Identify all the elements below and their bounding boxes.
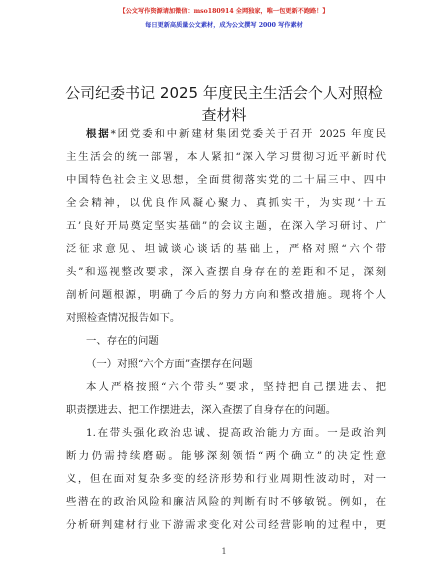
paragraph-line-1 [86,127,386,141]
document-title-line-1: 公司纪委书记 2025 年度民主生活会个人对照检 [65,84,383,102]
subsection-heading: （一）对照“六个方面”查摆存在问题 [86,358,253,370]
paragraph-line-3: 中国特色社会主义思想，全面贯彻落实党的二十届三中、四中 [66,174,386,186]
promo-banner-line-2: 每日更新高质量公文素材，成为公文撰写 2000 写作素材 [145,22,303,29]
paragraph-line-7: 头”和巡视整改要求，深入查摆自身存在的差距和不足，深刻 [66,266,386,278]
paragraph-line-17: 些潜在的政治风险和廉洁风险的判断有时不够敏锐。例如，在 [66,496,386,508]
promo-banner-line-1: 【公文写作资源请加微信：mso180914 全网独家，唯一包更新不跑路！】 [119,8,329,15]
paragraph-line-1-text: *团党委和中新建材集团党委关于召开 2025 年度民 [110,128,387,140]
paragraph-line-5: 五’良好开局奠定坚实基础”的会议主题，在深入学习研讨、广 [66,220,386,232]
paragraph-line-12: 本人严格按照“六个带头”要求，坚持把自己摆进去、把 [86,381,386,393]
page-number: 1 [221,547,227,556]
document-title-line-2: 查材料 [201,106,247,124]
paragraph-line-18: 分析研判建材行业下游需求变化对公司经营影响的过程中，更 [66,519,386,531]
paragraph-line-8: 剖析问题根源，明确了今后的努力方向和整改措施。现将个人 [66,289,386,301]
paragraph-line-2: 主生活会的统一部署，本人紧扣“深入学习贯彻习近平新时代 [66,151,386,163]
intro-label: 根据 [86,128,111,140]
paragraph-line-6: 泛征求意见、坦诚谈心谈话的基础上，严格对照“六个带 [66,243,386,255]
paragraph-line-4: 全会精神，以优良作风凝心聚力、真抓实干，为实现‘十五 [66,197,386,209]
paragraph-line-13: 职责摆进去、把工作摆进去，深入查摆了自身存在的问题。 [66,404,337,416]
paragraph-line-15: 断力仍需持续磨砺。能够深刻领悟“两个确立”的决定性意 [66,450,386,462]
paragraph-line-9: 对照检查情况报告如下。 [66,312,181,324]
paragraph-line-14: 1.在带头强化政治忠诚、提高政治能力方面。一是政治判 [86,427,386,439]
paragraph-line-16: 义，但在面对复杂多变的经济形势和行业周期性波动时，对一 [66,473,386,485]
section-heading: 一、存在的问题 [86,335,159,347]
